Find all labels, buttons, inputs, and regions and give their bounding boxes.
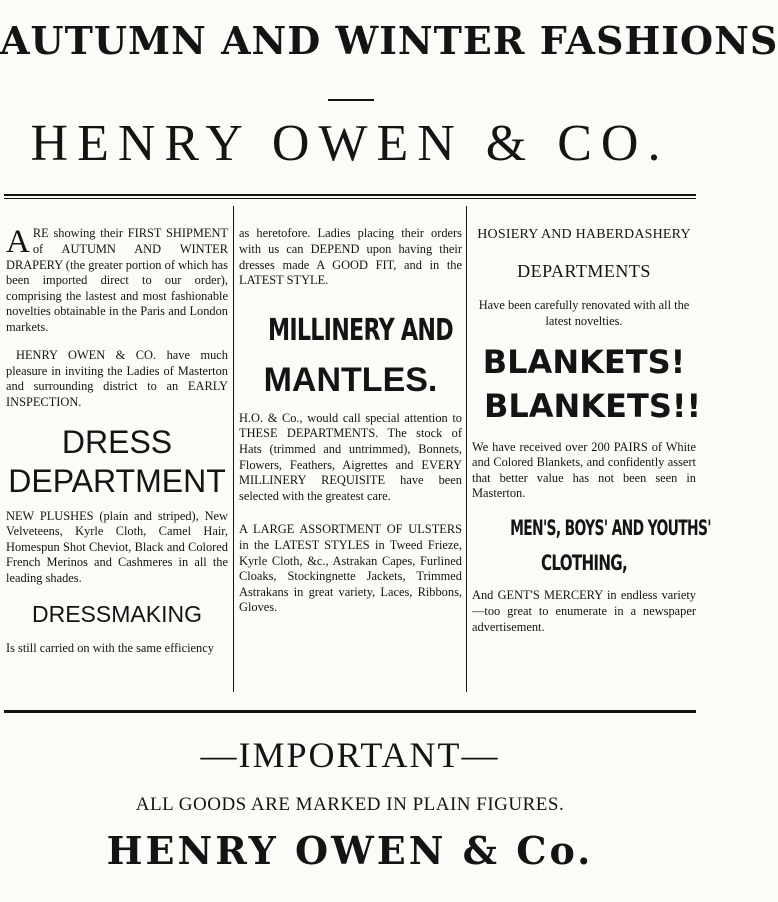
bottom-rule <box>4 710 696 713</box>
hosiery-body: Have been carefully renovated with all the latest novelties. <box>478 298 690 328</box>
dress-heading: DRESS <box>61 423 173 460</box>
drop-cap: A <box>6 224 30 261</box>
intro-text: RE showing their FIRST SHIPMENT of AUTUMN AND WINTER DRAPERY (the greater portion of which has been imported direct to our order), comprising the lastest and most fashionable novelties obtainable in the Paris and London markets. <box>6 226 228 334</box>
column-3 <box>472 226 711 648</box>
invite-paragraph: HENRY OWEN & CO. have much pleasure in inviting the Ladies of Masterton and surrounding district to an EARLY INSPECTION. <box>6 347 228 409</box>
millinery-body: H.O. & Co., would call special attention to THESE DEPARTMENTS. The stock of Hats (trimmed and untrimmed), Bonnets, Flowers, Feathers, Aigrettes and EVERY MILLINERY REQUISITE have been selected with the greatest care. <box>239 410 462 503</box>
dress-body: NEW PLUSHES (plain and striped), New Velveteens, Kyrle Cloth, Camel Hair, Homespun Shot Cheviot, Black and Colored French Merinos and Cashmeres in all the leading shades. <box>6 508 228 586</box>
clothing-heading-1: MEN'S, BOYS' AND YOUTHS' <box>510 516 711 541</box>
millinery-heading: MILLINERY AND <box>267 312 453 348</box>
short-rule <box>328 99 374 101</box>
top-rule-thin <box>4 198 696 199</box>
ulsters-body: A LARGE ASSORTMENT OF ULSTERS in the LATEST STYLES in Tweed Frieze, Kyrle Cloth, &c., Astrakan Capes, Furlined Cloaks, Stockingnette Jackets, Trimmed Astrakans in great variety, Laces, Ribbons, Gloves. <box>239 522 462 615</box>
blankets-heading-2: BLANKETS!! <box>484 386 702 425</box>
mantles-heading: MANTLES. <box>263 360 438 399</box>
column-separator-2 <box>466 206 467 692</box>
column-separator-1 <box>233 206 234 692</box>
clothing-body: And GENT'S MERCERY in endless variety—too great to enumerate in a newspaper advertisement. <box>472 588 696 634</box>
headline: AUTUMN AND WINTER FASHIONS <box>0 18 778 63</box>
department-heading: DEPARTMENT <box>8 462 226 499</box>
clothing-heading-2: CLOTHING, <box>541 551 627 576</box>
blankets-heading-1: BLANKETS! <box>482 342 686 381</box>
signature: HENRY OWEN & Co. <box>106 828 594 873</box>
intro-paragraph <box>6 226 228 335</box>
continuation-paragraph: as heretofore. Ladies placing their orders with us can DEPEND upon having their dresses made A GOOD FIT, and in the LATEST STYLE. <box>239 226 462 288</box>
plain-figures-line: ALL GOODS ARE MARKED IN PLAIN FIGURES. <box>135 794 565 815</box>
top-rule <box>4 194 696 196</box>
hosiery-heading: HOSIERY AND HABERDASHERY <box>477 227 691 242</box>
firm-name: HENRY OWEN & CO. <box>30 115 670 172</box>
blankets-body: We have received over 200 PAIRS of White and Colored Blankets, and confidently assert that better value has not been seen in Masterton. <box>472 439 696 501</box>
important-heading: —IMPORTANT— <box>200 735 500 775</box>
dressmaking-heading: DRESSMAKING <box>32 601 202 628</box>
dressmaking-body: Is still carried on with the same efficiency <box>6 641 214 656</box>
departments-heading: DEPARTMENTS <box>517 261 651 281</box>
column-1 <box>6 214 228 669</box>
column-2 <box>239 214 462 628</box>
